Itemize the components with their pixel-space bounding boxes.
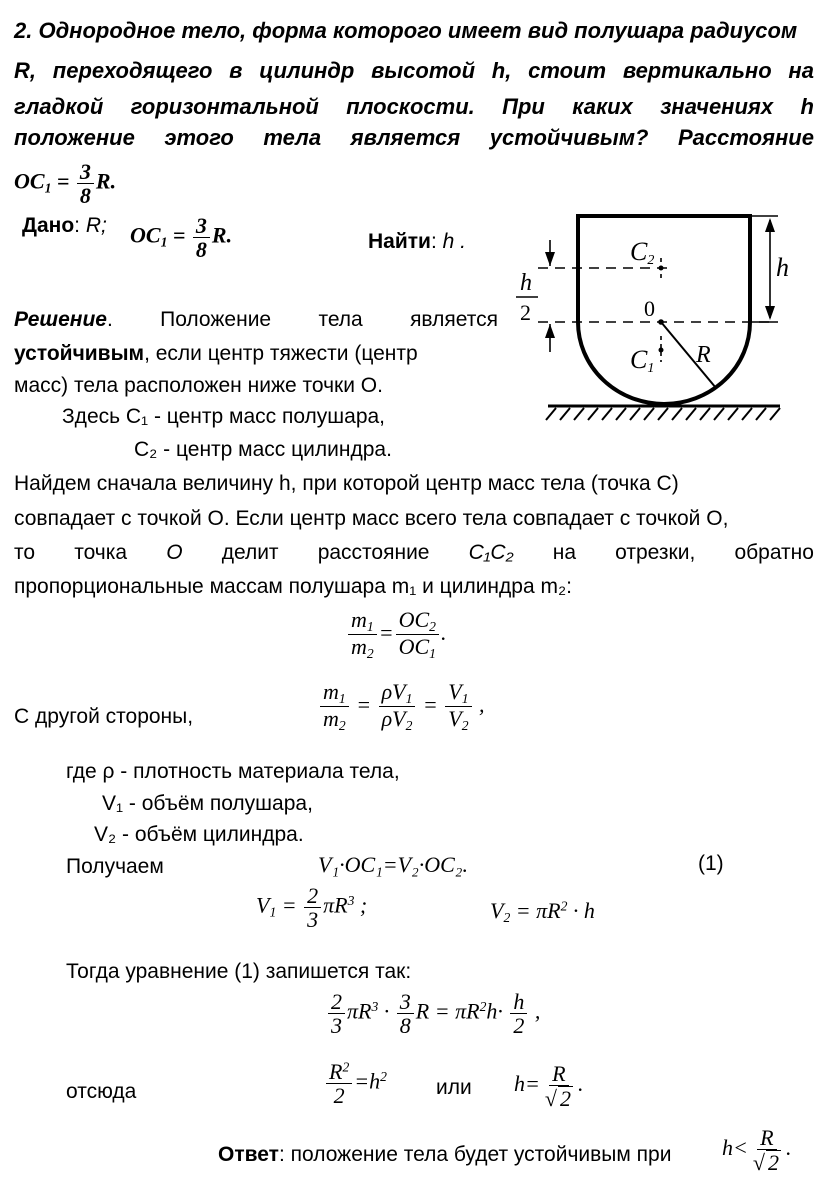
result-h <box>514 1062 583 1110</box>
result-squared <box>324 1060 387 1107</box>
word: горизонтальной <box>130 94 319 119</box>
subscript: 2 <box>429 619 436 635</box>
power: 2 <box>560 898 568 914</box>
word: этого <box>164 125 234 150</box>
r-symbol: R <box>95 168 111 194</box>
solution-para-3 <box>14 541 814 565</box>
text: V₁ - объём полушара, <box>102 792 313 815</box>
word: плоскости. <box>346 94 475 119</box>
h: h= <box>514 1071 540 1097</box>
period: . <box>440 619 447 645</box>
word: O <box>166 541 183 564</box>
problem-text: 2. Однородное тело, форма которого имеет вид полушара радиусом <box>14 18 798 43</box>
equals-sign: = <box>434 998 450 1024</box>
v: V <box>490 898 504 923</box>
power: 2 <box>342 1059 350 1075</box>
denominator: 3 <box>331 1013 342 1039</box>
subscript: 1 <box>366 619 374 635</box>
body-outline <box>578 216 750 404</box>
numerator: h <box>510 990 527 1014</box>
subscript: 2 <box>338 718 346 734</box>
period: . <box>226 222 233 248</box>
numerator: 2 <box>328 990 345 1014</box>
denominator: 2 <box>513 1013 525 1039</box>
fraction-r-sqrt2: $\frac{R}{√ 2}$ <box>544 1061 571 1112</box>
solution-para-2 <box>14 507 728 531</box>
h-less-than: h< <box>722 1135 748 1161</box>
equals-sign: = <box>515 898 531 923</box>
text: V₂ - объём цилиндра. <box>94 823 304 846</box>
denominator: 8 <box>79 183 91 209</box>
given-label: Дано <box>22 214 75 237</box>
subscript: 2 <box>405 718 413 734</box>
word: то <box>14 541 36 564</box>
fraction-v1-v2 <box>445 680 471 734</box>
subscript: 2 <box>503 910 511 926</box>
equals-sign: = <box>281 892 297 918</box>
text: Найдем сначала величину h, при которой центр масс тела (точка C) <box>14 472 679 495</box>
word: При <box>502 94 545 119</box>
label-o: 0 <box>644 296 655 321</box>
subscript: 1 <box>429 646 436 662</box>
equals-sign: = <box>422 691 438 717</box>
solution-label: Решение <box>14 308 107 331</box>
text: где ρ - плотность материала тела, <box>66 760 400 783</box>
numerator: 3 <box>397 990 414 1014</box>
m: m <box>351 634 367 660</box>
numerator: 3 <box>77 160 94 184</box>
denominator: 8 <box>399 1013 411 1039</box>
fraction-m1-m2 <box>320 680 349 734</box>
text: или <box>436 1076 472 1099</box>
h-arrow-top <box>765 218 775 232</box>
numerator: R <box>757 1126 776 1150</box>
half-h-lower-arrow <box>545 324 555 338</box>
find-value: h . <box>442 230 466 253</box>
pi-r: πR <box>323 892 348 918</box>
word: отрезки, <box>615 541 696 564</box>
ground-hatching <box>546 408 780 420</box>
word: высотой <box>371 58 476 83</box>
text: пропорциональные массам полушара m₁ и цилиндра m₂: <box>14 575 572 598</box>
text: , если центр тяжести (центр <box>144 342 418 365</box>
label-c1: C1 <box>630 345 655 376</box>
fraction-3-8 <box>77 160 94 207</box>
text: Тогда уравнение (1) запишется так: <box>66 960 412 983</box>
fraction-2-3 <box>304 884 321 931</box>
text: V₁·OC₁=V₂·OC₂. <box>318 852 468 877</box>
word: на <box>788 58 814 83</box>
subscript: 2 <box>461 718 469 734</box>
period: . <box>785 1135 792 1161</box>
subscript: 1 <box>44 180 52 196</box>
period: . <box>577 1071 584 1097</box>
equals-sign: = <box>356 691 372 717</box>
point-c1 <box>659 348 664 353</box>
text: отсюда <box>66 1080 137 1103</box>
subscript: 1 <box>338 691 346 707</box>
balance-equation <box>318 852 468 878</box>
denominator: 3 <box>307 907 319 933</box>
label-c2: C2 <box>630 237 655 268</box>
solution-line-3 <box>14 374 383 398</box>
word: точка <box>74 541 128 564</box>
body-diagram <box>510 200 800 430</box>
r: R <box>329 1059 343 1084</box>
fraction-m1-m2 <box>348 608 377 662</box>
given-oc1-formula <box>130 214 232 261</box>
word: является <box>350 125 461 150</box>
colon: : <box>74 214 80 237</box>
find-block <box>368 230 466 254</box>
solution-line-5 <box>134 438 392 462</box>
answer-line <box>218 1143 671 1167</box>
equation-number <box>698 852 724 876</box>
fraction-h-2 <box>510 990 527 1037</box>
volume-hemisphere-formula <box>256 884 367 931</box>
word: гладкой <box>14 94 104 119</box>
word: тела <box>263 125 322 150</box>
semicolon: ; <box>359 892 368 918</box>
subscript: 1 <box>405 691 413 707</box>
point-c2 <box>659 266 664 271</box>
hence-label <box>66 1080 136 1104</box>
solution-line-1: Решение. Положение тела является <box>14 308 498 331</box>
power: 3 <box>371 999 379 1015</box>
text: С другой стороны, <box>14 705 194 728</box>
equals-sign: = <box>378 619 394 645</box>
word: Положение <box>160 308 272 331</box>
oc: OC <box>398 634 430 660</box>
then-label <box>66 960 411 984</box>
word: C₁C₂ <box>468 541 514 564</box>
oc-symbol: OC <box>14 168 45 194</box>
v2-desc-line <box>94 823 304 847</box>
problem-line-1 <box>14 18 797 44</box>
equals-sign: = <box>172 222 186 248</box>
label-h: h <box>776 253 789 282</box>
word: стоит <box>528 58 607 83</box>
rho-v: ρV <box>381 679 406 704</box>
fraction-rhov1-rhov2 <box>379 680 416 734</box>
r: R <box>415 998 430 1024</box>
oc1-formula <box>14 160 116 207</box>
m: m <box>351 607 367 632</box>
word: расстояние <box>317 541 430 564</box>
pi-r: πR <box>347 998 372 1024</box>
problem-line-3 <box>14 94 814 120</box>
stable-bold: устойчивым <box>14 342 145 365</box>
word: на <box>552 541 577 564</box>
problem-line-2 <box>14 58 814 84</box>
pi-r: πR <box>536 898 561 923</box>
rho-v: ρV <box>381 706 406 732</box>
subscript: 1 <box>461 691 469 707</box>
subscript: 1 <box>160 234 168 250</box>
denominator: 2 <box>559 1086 571 1112</box>
word: устойчивым? <box>489 125 649 150</box>
power: 2 <box>380 1069 387 1085</box>
obtain-label <box>66 855 164 879</box>
h: h· <box>486 998 503 1024</box>
numerator: R <box>549 1062 568 1086</box>
v: V <box>256 892 270 918</box>
word: h, <box>491 58 512 83</box>
word: является <box>410 308 498 331</box>
word: делит <box>221 541 279 564</box>
solution-line-2 <box>14 342 418 366</box>
oc: OC <box>398 607 430 632</box>
h-arrow-bottom <box>765 306 775 320</box>
other-side-label <box>14 705 193 729</box>
fraction-3-8 <box>193 214 210 261</box>
mass-ratio-formula <box>346 608 446 662</box>
word: в <box>229 58 243 83</box>
fraction-2-3 <box>328 990 345 1037</box>
volume-cylinder-formula <box>490 898 595 926</box>
fraction-r-sqrt2: $\frac{R}{√ 2}$ <box>752 1125 779 1176</box>
label-r: R <box>696 342 711 368</box>
text: (1) <box>698 852 724 875</box>
denominator: 2 <box>767 1150 779 1176</box>
solution-para-4 <box>14 575 572 599</box>
word: значениях <box>660 94 774 119</box>
denominator: 2 <box>333 1083 345 1109</box>
word: R, <box>14 58 36 83</box>
substituted-equation: $\frac{2}{3}$ $\pi R^3$ · $\frac{3}{8}$ $R = \pi R^2h\cdot$ $\frac{h}{2}$ , <box>326 990 540 1037</box>
text: · h <box>572 898 595 923</box>
v: V <box>448 706 462 732</box>
text: C₂ - центр масс цилиндра. <box>134 438 392 461</box>
solution-para-1 <box>14 472 679 496</box>
period: . <box>110 168 117 194</box>
word: h <box>800 94 814 119</box>
m: m <box>323 679 339 704</box>
v1-desc-line <box>102 792 313 816</box>
word: цилиндр <box>259 58 355 83</box>
text: Здесь C₁ - центр масс полушара, <box>62 405 386 428</box>
colon: : <box>430 230 437 253</box>
v: V <box>448 679 462 704</box>
word: переходящего <box>52 58 213 83</box>
problem-line-4 <box>14 125 814 151</box>
numerator: 3 <box>193 214 210 238</box>
text: Получаем <box>66 855 164 878</box>
oc-symbol: OC <box>130 222 161 248</box>
power: 3 <box>347 893 355 909</box>
given-block <box>22 214 107 238</box>
half-h-upper-arrow <box>545 252 555 266</box>
r-symbol: R <box>211 222 227 248</box>
where-rho-line <box>66 760 400 784</box>
denominator: 8 <box>195 237 207 263</box>
subscript: 1 <box>269 904 277 920</box>
power: 2 <box>479 999 487 1015</box>
find-label: Найти <box>368 230 431 253</box>
answer-text: : положение тела будет устойчивым при <box>278 1143 672 1166</box>
pi-r: πR <box>455 998 480 1024</box>
solution-line-4 <box>62 405 385 429</box>
text: совпадает с точкой O. Если центр масс всего тела совпадает с точкой O, <box>14 507 729 530</box>
word: обратно <box>734 541 814 564</box>
word: каких <box>572 94 633 119</box>
subscript: 2 <box>366 646 374 662</box>
fraction-3-8 <box>397 990 414 1037</box>
numerator: 2 <box>304 884 321 908</box>
density-ratio-formula: $\frac{m_1}{m_2}$ = $\frac{\rho V_1}{\rho V_2}$ = $\frac{V_1}{V_2}$ , <box>318 680 485 734</box>
h: =h <box>354 1068 381 1094</box>
word: Расстояние <box>677 125 814 150</box>
or-label <box>436 1076 472 1100</box>
word: положение <box>14 125 135 150</box>
answer-label: Ответ <box>218 1143 279 1166</box>
word: вертикально <box>622 58 772 83</box>
fraction-r2-2 <box>326 1060 352 1107</box>
equals-sign: = <box>56 168 70 194</box>
answer-formula <box>722 1126 791 1174</box>
text: масс) тела расположен ниже точки О. <box>14 374 383 397</box>
word: тела <box>318 308 363 331</box>
given-r: R; <box>85 214 107 237</box>
fraction-oc2-oc1 <box>396 608 439 662</box>
m: m <box>323 706 339 732</box>
label-h-half-den: 2 <box>520 300 531 325</box>
label-h-half-num: h <box>520 270 532 296</box>
